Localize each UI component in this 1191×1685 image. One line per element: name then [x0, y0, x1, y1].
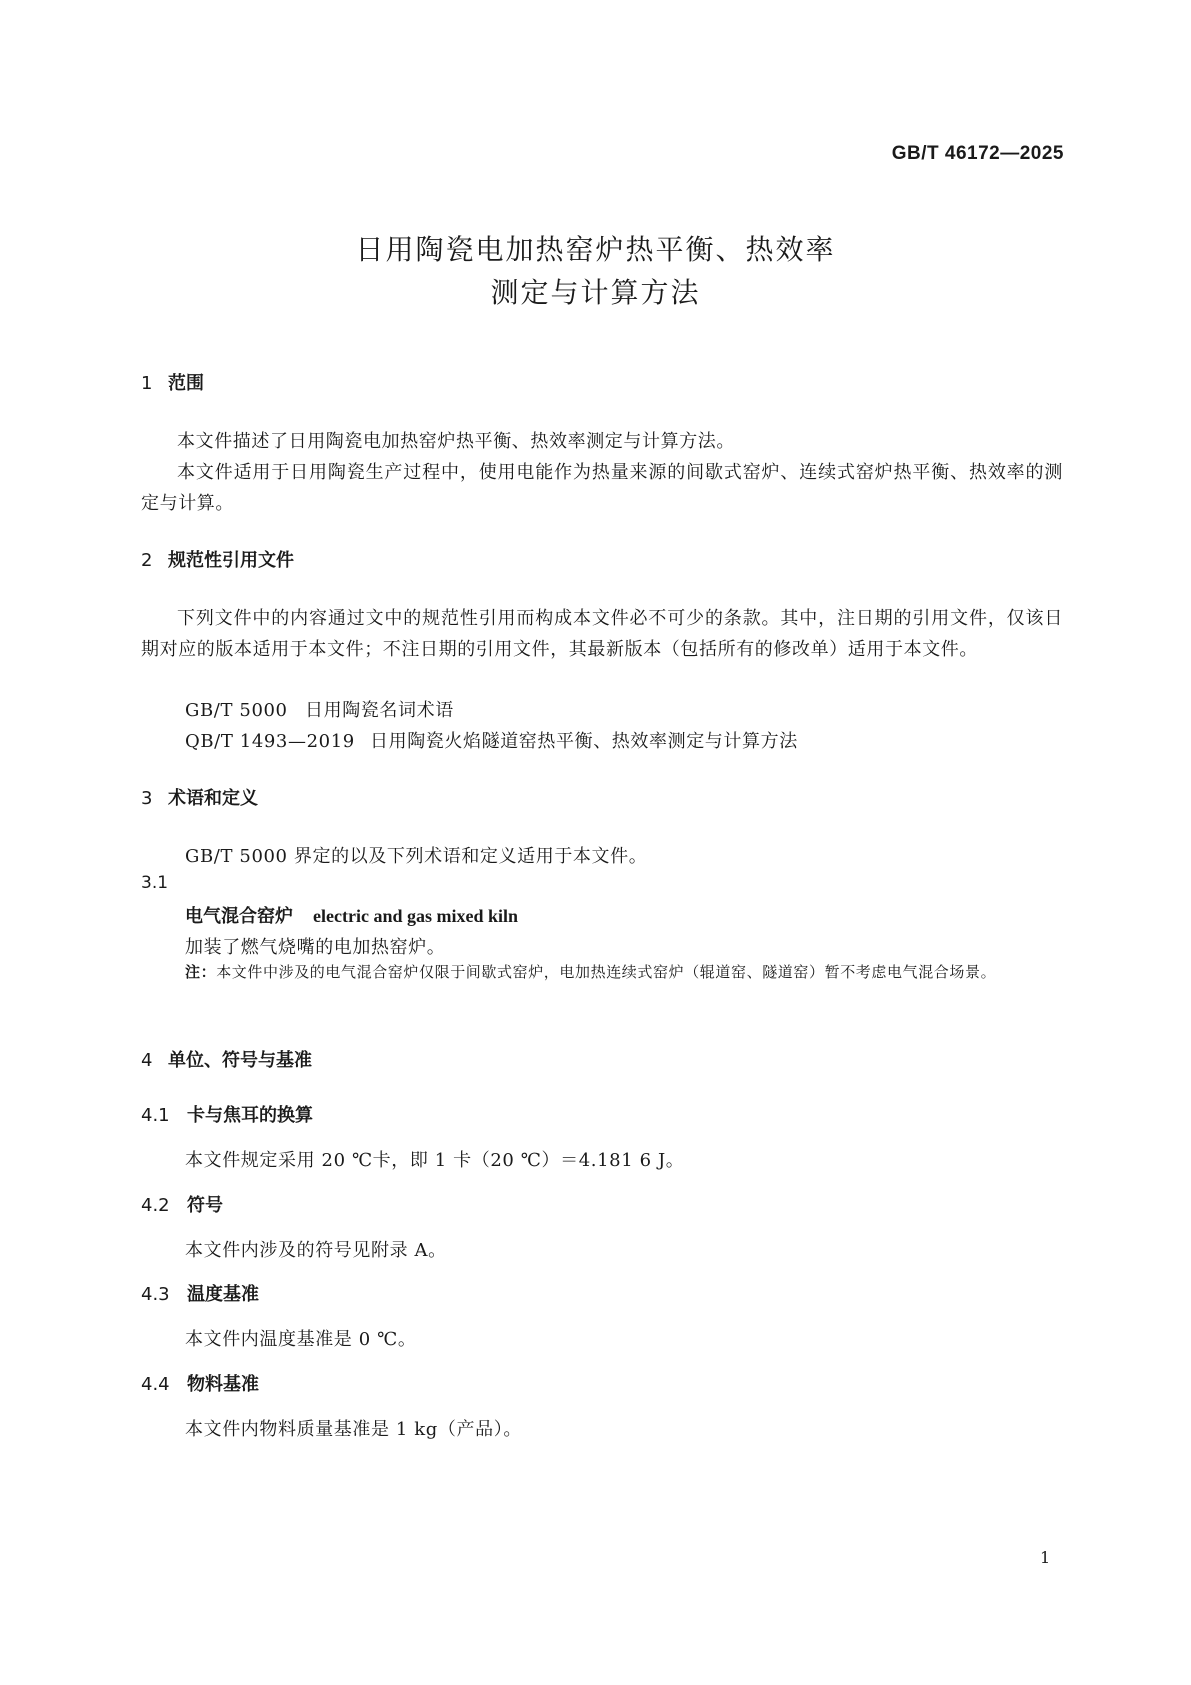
section-number: 3	[141, 788, 153, 809]
section-title: 范围	[168, 373, 204, 394]
subsection-number: 4.1	[141, 1105, 170, 1126]
subsection-number: 4.3	[141, 1284, 170, 1305]
section-2-heading	[141, 546, 294, 572]
term-note	[185, 958, 1095, 987]
section-number: 1	[141, 373, 153, 394]
section-1-paragraph-1: 本文件描述了日用陶瓷电加热窑炉热平衡、热效率测定与计算方法。	[177, 431, 735, 452]
subsection-4-4-text: 本文件内物料质量基准是 1 kg（产品）。	[185, 1419, 522, 1440]
subsection-4-1-heading	[141, 1101, 313, 1127]
section-number: 2	[141, 550, 153, 571]
normative-reference-1	[185, 696, 454, 722]
document-title-line-1: 日用陶瓷电加热窑炉热平衡、热效率	[355, 233, 836, 266]
subsection-title: 卡与焦耳的换算	[187, 1105, 313, 1126]
subsection-4-1-text: 本文件规定采用 20 ℃卡，即 1 卡（20 ℃）＝4.181 6 J。	[185, 1150, 685, 1171]
section-3-heading	[141, 784, 258, 810]
standard-number: GB/T 46172—2025	[891, 143, 1064, 164]
reference-code: GB/T 5000	[185, 700, 288, 721]
subsection-title: 温度基准	[187, 1284, 259, 1305]
section-4-heading	[141, 1046, 312, 1072]
section-title: 规范性引用文件	[168, 550, 294, 571]
subsection-4-3-heading	[141, 1280, 259, 1306]
section-1-heading	[141, 369, 204, 395]
subsection-4-2-text: 本文件内涉及的符号见附录 A。	[185, 1240, 447, 1261]
page-number: 1	[1040, 1548, 1051, 1567]
section-title: 术语和定义	[168, 788, 258, 809]
subsection-title: 符号	[187, 1195, 223, 1216]
subsection-4-2-heading	[141, 1191, 223, 1217]
section-3-paragraph-1: GB/T 5000 界定的以及下列术语和定义适用于本文件。	[185, 846, 648, 867]
subsection-number: 4.2	[141, 1195, 170, 1216]
reference-code: QB/T 1493—2019	[185, 731, 355, 752]
reference-title: 日用陶瓷名词术语	[305, 700, 454, 721]
term-name-english: electric and gas mixed kiln	[313, 906, 518, 926]
document-title-line-2: 测定与计算方法	[490, 276, 701, 309]
term-number: 3.1	[141, 873, 169, 893]
subsection-4-4-heading	[141, 1370, 259, 1396]
note-text: 本文件中涉及的电气混合窑炉仅限于间歇式窑炉，电加热连续式窑炉（辊道窑、隧道窑）暂不考虑电气混合场景。	[216, 963, 997, 981]
section-number: 4	[141, 1050, 153, 1071]
reference-title: 日用陶瓷火焰隧道窑热平衡、热效率测定与计算方法	[370, 731, 798, 752]
section-2-paragraph-1: 下列文件中的内容通过文中的规范性引用而构成本文件必不可少的条款。其中，注日期的引用文件，仅该日期对应的版本适用于本文件；不注日期的引用文件，其最新版本（包括所有的修改单）适用于本文件。	[141, 608, 1063, 660]
normative-reference-2	[185, 727, 798, 753]
subsection-number: 4.4	[141, 1374, 170, 1395]
term-name-chinese: 电气混合窑炉	[185, 906, 293, 927]
term-definition: 加装了燃气烧嘴的电加热窑炉。	[185, 937, 446, 958]
note-label: 注：	[185, 963, 217, 981]
section-title: 单位、符号与基准	[168, 1050, 312, 1071]
subsection-title: 物料基准	[187, 1374, 259, 1395]
term-entry	[185, 902, 518, 928]
subsection-4-3-text: 本文件内温度基准是 0 ℃。	[185, 1329, 417, 1350]
section-1-paragraph-2: 本文件适用于日用陶瓷生产过程中，使用电能作为热量来源的间歇式窑炉、连续式窑炉热平衡、热效率的测定与计算。	[141, 462, 1063, 514]
